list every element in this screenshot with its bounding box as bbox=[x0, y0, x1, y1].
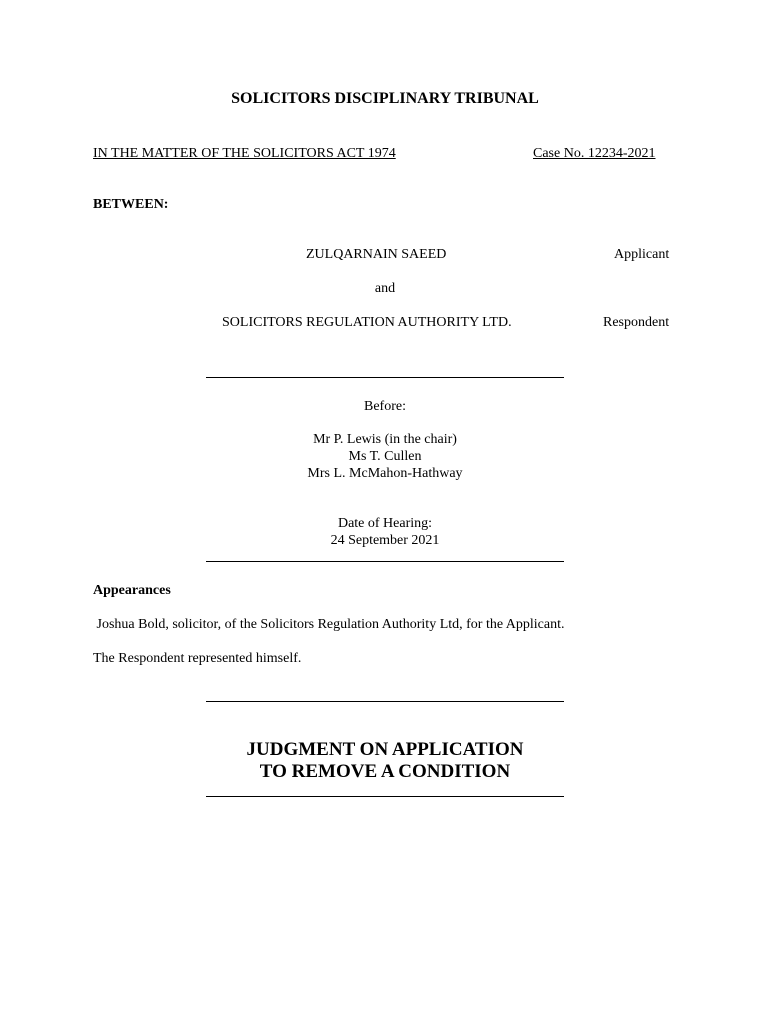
appearances-heading: Appearances bbox=[93, 583, 171, 598]
respondent-role: Respondent bbox=[603, 315, 670, 330]
divider-rule bbox=[206, 796, 564, 797]
matter-heading: IN THE MATTER OF THE SOLICITORS ACT 1974 bbox=[93, 146, 396, 161]
applicant-role: Applicant bbox=[614, 247, 670, 262]
divider-rule bbox=[206, 561, 564, 562]
hearing-date: 24 September 2021 bbox=[330, 533, 440, 548]
applicant-representation: Joshua Bold, solicitor, of the Solicitors Regulation Authority Ltd, for the Applicant. bbox=[93, 617, 565, 632]
judgment-title-line-2: TO REMOVE A CONDITION bbox=[259, 761, 511, 782]
panel-member-chair: Mr P. Lewis (in the chair) bbox=[313, 432, 457, 447]
panel-member: Ms T. Cullen bbox=[348, 449, 422, 464]
case-number: Case No. 12234-2021 bbox=[533, 146, 656, 161]
between-label: BETWEEN: bbox=[93, 197, 169, 212]
respondent-name: SOLICITORS REGULATION AUTHORITY LTD. bbox=[222, 315, 512, 330]
divider-rule bbox=[206, 377, 564, 378]
applicant-name: ZULQARNAIN SAEED bbox=[306, 247, 447, 262]
judgment-title-line-1: JUDGMENT ON APPLICATION bbox=[246, 739, 524, 760]
panel-member: Mrs L. McMahon-Hathway bbox=[307, 466, 463, 481]
hearing-label: Date of Hearing: bbox=[337, 516, 433, 531]
before-label: Before: bbox=[364, 399, 406, 414]
respondent-representation: The Respondent represented himself. bbox=[93, 651, 302, 666]
divider-rule bbox=[206, 701, 564, 702]
tribunal-title: SOLICITORS DISCIPLINARY TRIBUNAL bbox=[231, 90, 539, 107]
and-word: and bbox=[374, 281, 396, 296]
